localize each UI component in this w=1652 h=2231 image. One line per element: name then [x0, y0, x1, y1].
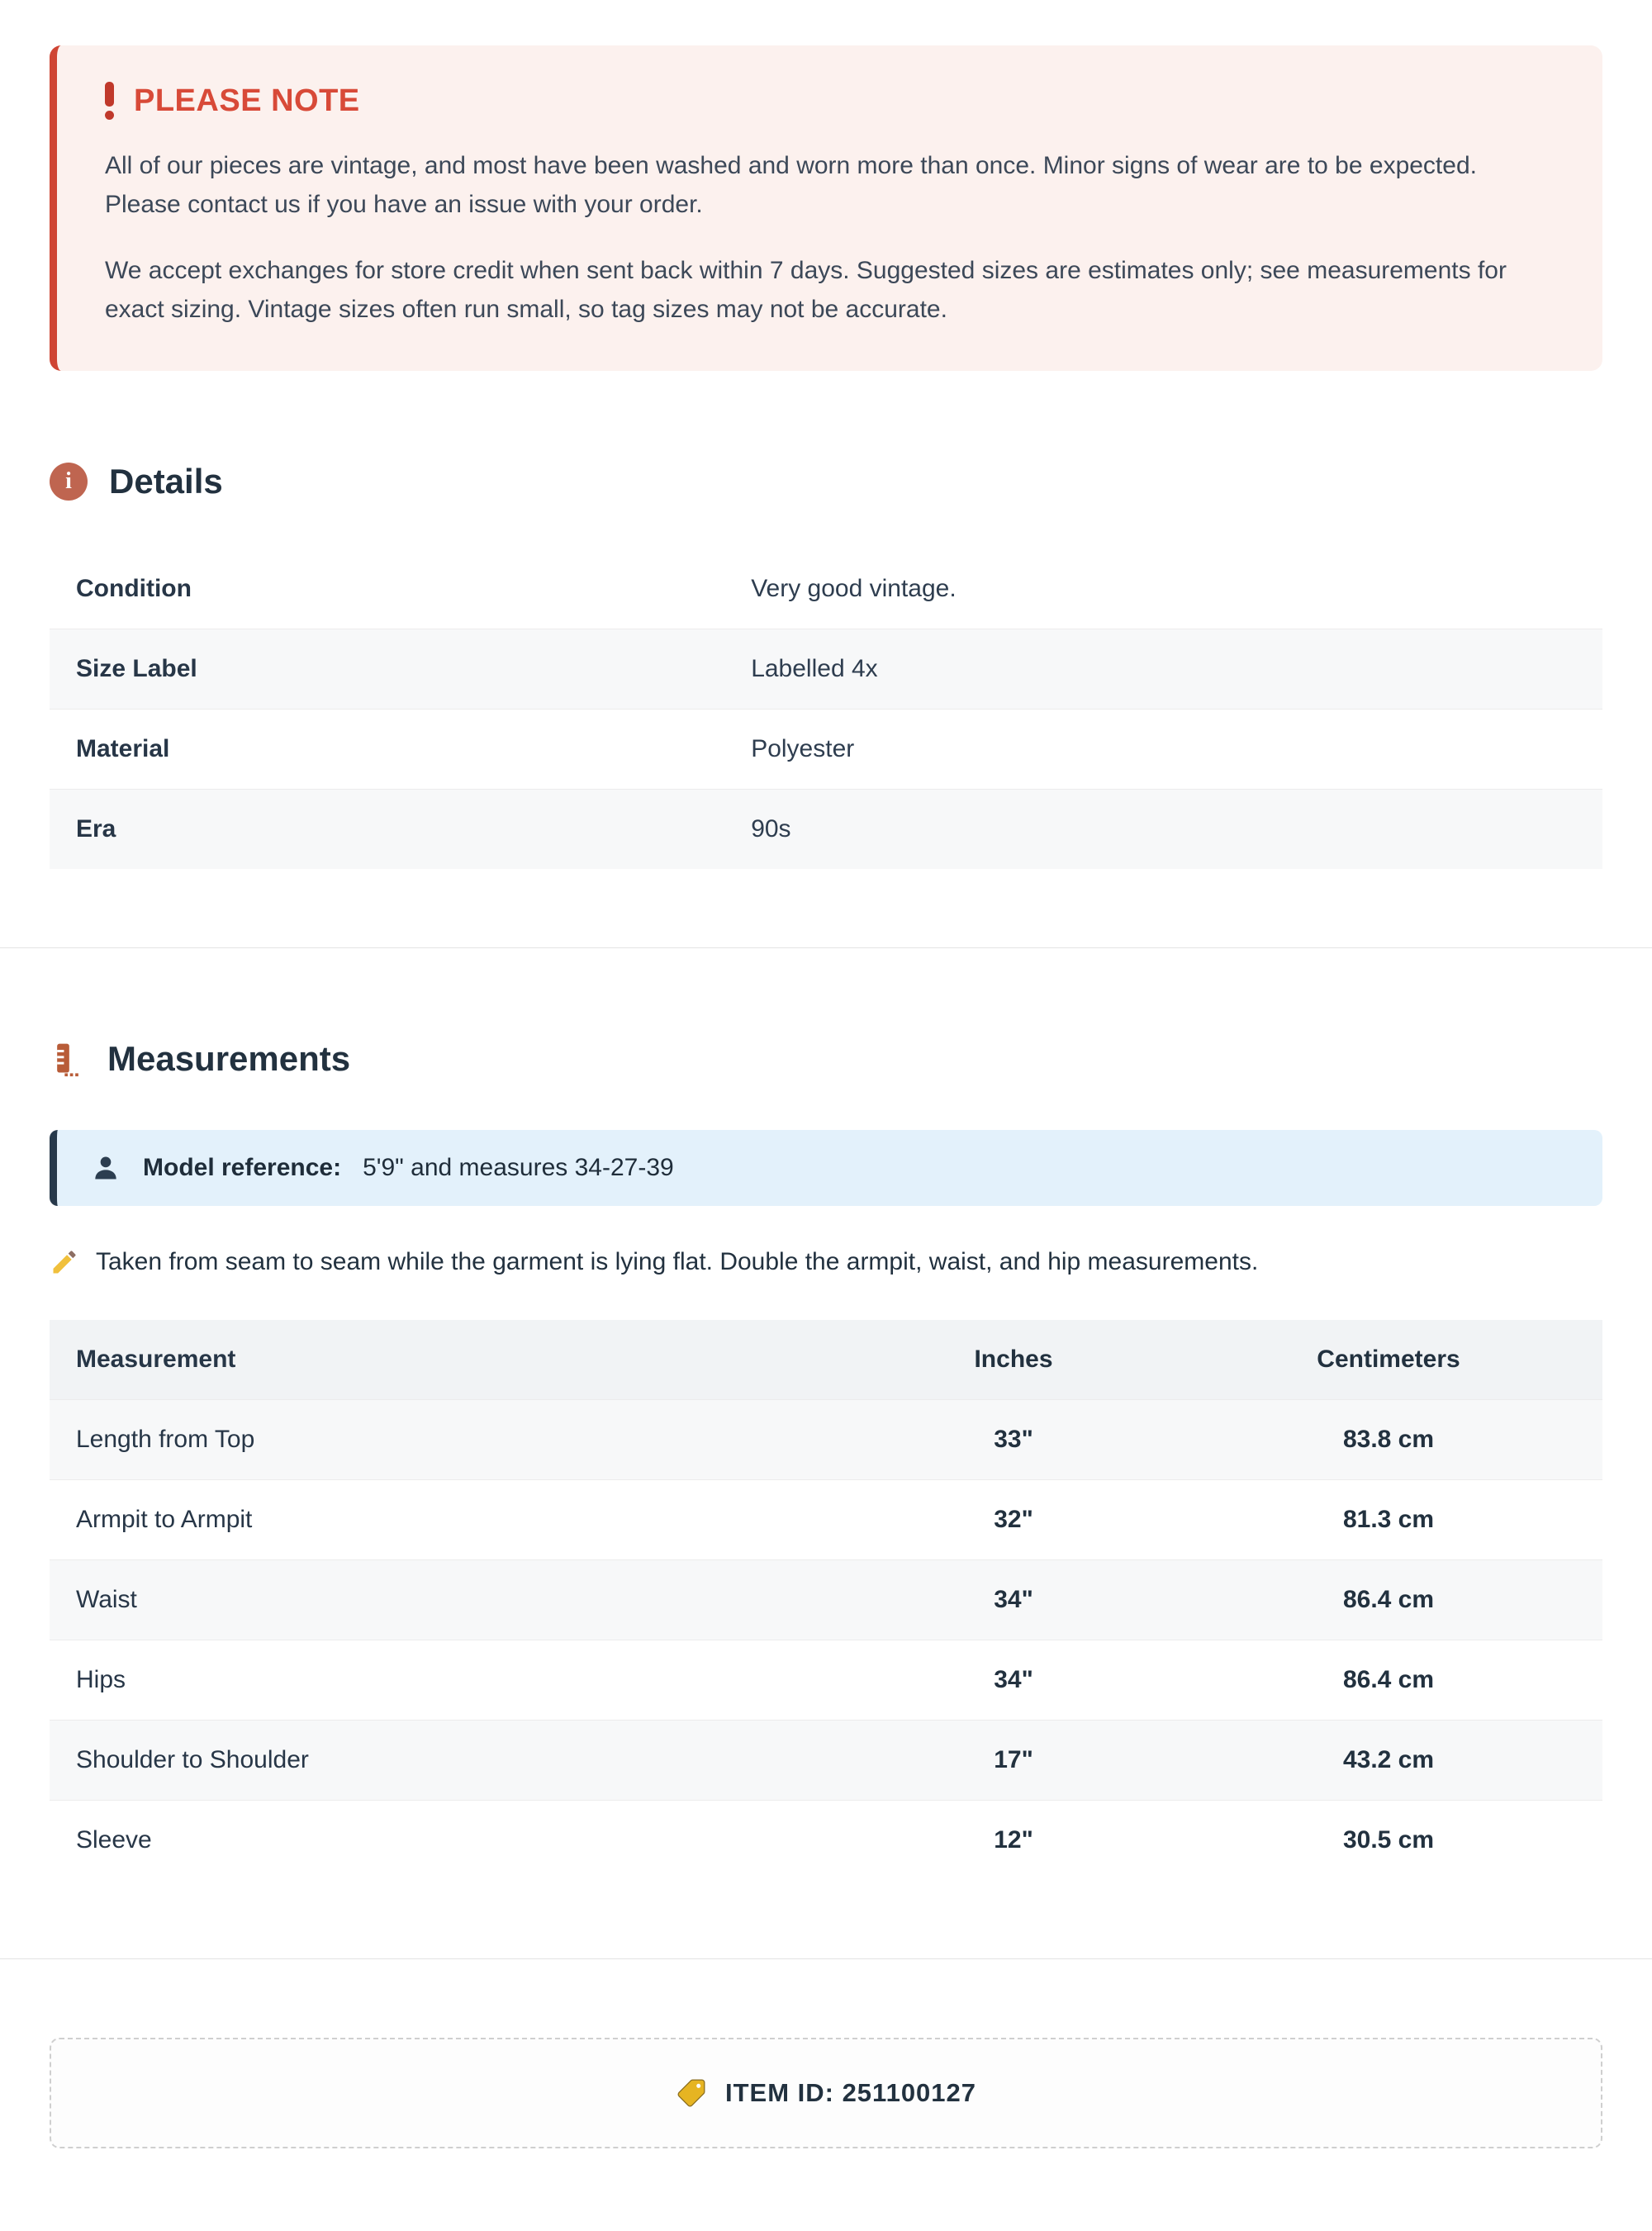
- measurements-table: [50, 1320, 1602, 1880]
- measuring-instructions-text: Taken from seam to seam while the garment is lying flat. Double the armpit, waist, and hip measurements.: [96, 1247, 1259, 1275]
- details-row: [50, 709, 1602, 789]
- measurement-inches: 12": [994, 1825, 1033, 1854]
- measurement-row: [50, 1800, 1602, 1880]
- details-row-label: Size Label: [76, 654, 197, 682]
- measurement-row: [50, 1720, 1602, 1800]
- measurement-cm: 86.4 cm: [1342, 1585, 1435, 1613]
- info-icon: i: [50, 463, 88, 501]
- measurements-section-header: [50, 1039, 1602, 1079]
- measurement-name: Shoulder to Shoulder: [76, 1745, 309, 1773]
- measurement-inches: 34": [994, 1585, 1033, 1613]
- pencil-icon: [50, 1247, 79, 1277]
- product-details-page: [0, 45, 1652, 2231]
- measurements-section-title: Measurements: [107, 1038, 351, 1078]
- measurement-inches: 33": [994, 1425, 1033, 1453]
- measurement-row: [50, 1479, 1602, 1559]
- details-section-title: Details: [109, 461, 223, 501]
- details-row-value: Very good vintage.: [751, 574, 957, 602]
- measurement-row: [50, 1559, 1602, 1640]
- details-row-label: Condition: [76, 574, 192, 602]
- note-paragraph: All of our pieces are vintage, and most have been washed and worn more than once. Minor signs of wear are to be expected. Please contact us if you have an issue with your order.: [105, 152, 1477, 219]
- header-inches: Inches: [974, 1345, 1053, 1373]
- measurement-row: [50, 1399, 1602, 1479]
- header-measurement: Measurement: [76, 1345, 236, 1373]
- details-row-value: Polyester: [751, 734, 855, 762]
- item-id-box: [50, 2038, 1602, 2148]
- model-reference-callout: [50, 1130, 1602, 1206]
- details-table: [50, 549, 1602, 869]
- measurement-cm: 30.5 cm: [1342, 1825, 1435, 1854]
- details-row-value: Labelled 4x: [751, 654, 878, 682]
- measurements-table-header: [50, 1320, 1602, 1399]
- measurement-cm: 43.2 cm: [1342, 1745, 1435, 1773]
- details-row: [50, 629, 1602, 709]
- measurement-cm: 86.4 cm: [1342, 1665, 1435, 1693]
- measurement-name: Armpit to Armpit: [76, 1505, 253, 1533]
- measurement-row: [50, 1640, 1602, 1720]
- section-divider: [0, 947, 1652, 948]
- measurement-name: Sleeve: [76, 1825, 152, 1854]
- please-note-header: [105, 82, 1555, 120]
- tag-icon: [676, 2077, 707, 2109]
- details-row-label: Era: [76, 814, 116, 843]
- measurement-inches: 32": [994, 1505, 1033, 1533]
- details-row-value: 90s: [751, 814, 791, 843]
- details-row-label: Material: [76, 734, 170, 762]
- details-row: [50, 549, 1602, 629]
- model-reference-label: Model reference:: [143, 1153, 342, 1181]
- note-paragraph: We accept exchanges for store credit when sent back within 7 days. Suggested sizes are estimates only; see measurements for exact sizing. Vintage sizes often run small, so tag sizes may not be accurate.: [105, 256, 1507, 324]
- please-note-title: PLEASE NOTE: [134, 83, 360, 118]
- person-icon: [90, 1152, 121, 1184]
- measurement-cm: 83.8 cm: [1342, 1425, 1435, 1453]
- exclamation-icon: [105, 82, 114, 120]
- model-reference-value: 5'9" and measures 34-27-39: [363, 1153, 674, 1181]
- measurement-inches: 34": [994, 1665, 1033, 1693]
- please-note-callout: [50, 45, 1602, 371]
- measurement-name: Length from Top: [76, 1425, 255, 1453]
- measurement-inches: 17": [994, 1745, 1033, 1773]
- measuring-instructions: [50, 1247, 1602, 1277]
- measurement-name: Hips: [76, 1665, 126, 1693]
- ruler-icon: [50, 1041, 86, 1077]
- measurement-name: Waist: [76, 1585, 137, 1613]
- item-id-text: ITEM ID: 251100127: [724, 2077, 977, 2107]
- section-divider: [0, 1958, 1652, 1959]
- measurement-cm: 81.3 cm: [1342, 1505, 1435, 1533]
- details-row: [50, 789, 1602, 869]
- details-section-header: [50, 462, 1602, 501]
- header-centimeters: Centimeters: [1317, 1345, 1460, 1373]
